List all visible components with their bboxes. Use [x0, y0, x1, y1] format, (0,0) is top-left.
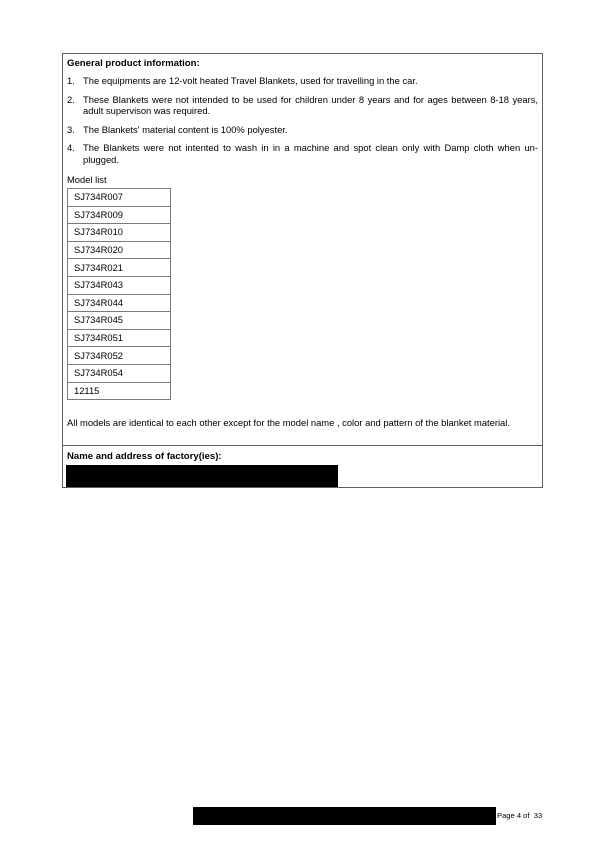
table-row — [68, 259, 171, 277]
table-row — [68, 241, 171, 259]
list-text: The Blankets' material content is 100% polyester. — [83, 123, 288, 135]
list-number: 1. — [67, 75, 75, 86]
table-row — [68, 329, 171, 347]
list-text: These Blankets were not intended to be used for children under 8 years and for ages between 8-18 years, adult supervison was required. — [83, 93, 538, 116]
table-row — [68, 347, 171, 365]
model-cell: SJ734R010 — [68, 224, 171, 242]
model-cell: SJ734R043 — [68, 276, 171, 294]
table-row — [68, 224, 171, 242]
section-divider — [63, 445, 542, 446]
list-item — [67, 124, 538, 136]
redaction-block — [66, 465, 338, 487]
list-item — [67, 94, 538, 117]
list-text: The Blankets were not intented to wash in in a machine and spot clean only with Damp cloth when un-plugged. — [83, 142, 538, 165]
footer-redaction-block — [193, 807, 496, 825]
list-text: The equipments are 12-volt heated Travel Blankets, used for travelling in the car. — [83, 75, 418, 86]
model-cell: SJ734R051 — [68, 329, 171, 347]
factory-heading: Name and address of factory(ies): — [67, 451, 222, 462]
model-cell: SJ734R020 — [68, 241, 171, 259]
table-row — [68, 294, 171, 312]
list-item — [67, 75, 538, 87]
list-number: 2. — [67, 93, 75, 105]
table-row — [68, 364, 171, 382]
model-list-label: Model list — [67, 174, 107, 185]
model-cell: SJ734R009 — [68, 206, 171, 224]
table-row — [68, 276, 171, 294]
model-cell: SJ734R054 — [68, 364, 171, 382]
page-label: Page 4 of — [497, 811, 530, 820]
page-number — [497, 811, 542, 820]
model-cell: SJ734R007 — [68, 189, 171, 207]
models-note: All models are identical to each other except for the model name , color and pattern of the blanket material. — [67, 417, 510, 428]
table-row — [68, 382, 171, 400]
table-row — [68, 206, 171, 224]
product-info-list — [67, 75, 538, 172]
list-number: 4. — [67, 142, 75, 153]
model-list-table — [67, 188, 171, 400]
list-number: 3. — [67, 123, 75, 135]
page-total: 33 — [533, 811, 543, 820]
model-cell: SJ734R052 — [68, 347, 171, 365]
table-row — [68, 189, 171, 207]
table-row — [68, 312, 171, 330]
model-cell: SJ734R044 — [68, 294, 171, 312]
model-cell: SJ734R045 — [68, 312, 171, 330]
product-info-frame — [62, 53, 543, 488]
model-cell: 12115 — [68, 382, 171, 400]
general-info-heading: General product information: — [67, 58, 200, 69]
list-item — [67, 142, 538, 165]
model-cell: SJ734R021 — [68, 259, 171, 277]
